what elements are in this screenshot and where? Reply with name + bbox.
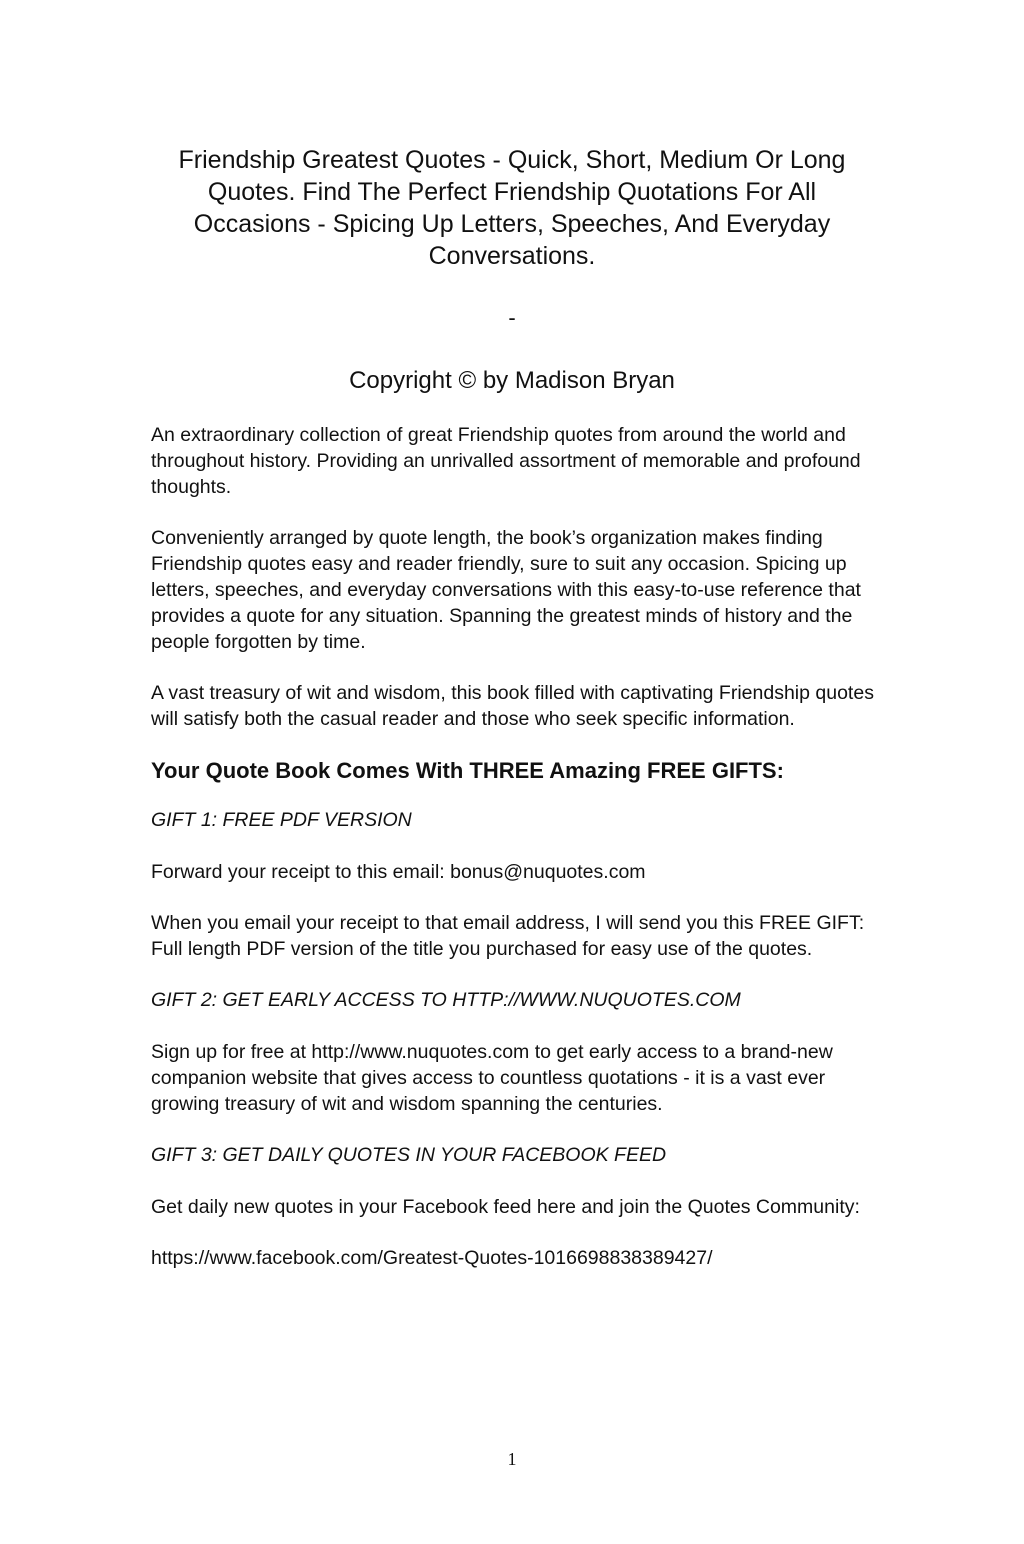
page-number: 1 [507,1449,517,1469]
main-content [151,422,881,1296]
gifts-heading: Your Quote Book Comes With THREE Amazing FREE GIFTS: [151,758,784,783]
book-title: Friendship Greatest Quotes - Quick, Short, Medium Or Long Quotes. Find The Perfect Friendship Quotations For All Occasions - Spicing Up Letters, Speeches, And Everyday Conversations. [178,146,846,270]
gift-3-description: Get daily new quotes in your Facebook feed here and join the Quotes Community: [151,1196,860,1218]
gift-1-email-line: Forward your receipt to this email: bonus@nuquotes.com [151,861,646,883]
intro-paragraph-2: Conveniently arranged by quote length, the book’s organization makes finding Friendship quotes easy and reader friendly, sure to suit any occasion. Spicing up letters, speeches, and everyday conversations with this easy-to-use reference that provides a quote for any situation. Spanning the greatest minds of history and the people forgotten by time. [151,527,861,653]
title-separator: - [508,305,516,330]
facebook-link[interactable]: https://www.facebook.com/Greatest-Quotes-1016698838389427/ [151,1247,713,1269]
intro-paragraph-3: A vast treasury of wit and wisdom, this book filled with captivating Friendship quotes will satisfy both the casual reader and those who seek specific information. [151,682,874,730]
gift-1-description: When you email your receipt to that email address, I will send you this FREE GIFT: Full length PDF version of the title you purchased for easy use of the quotes. [151,912,865,960]
intro-paragraph-1: An extraordinary collection of great Friendship quotes from around the world and throughout history. Providing an unrivalled assortment of memorable and profound thoughts. [151,424,861,498]
gift-2-description: Sign up for free at http://www.nuquotes.com to get early access to a brand-new companion website that gives access to countless quotations - it is a vast ever growing treasury of wit and wisdom spanning the centuries. [151,1041,833,1115]
gift-2-title: GIFT 2: GET EARLY ACCESS TO HTTP://WWW.NUQUOTES.COM [151,989,741,1011]
copyright-line: Copyright © by Madison Bryan [349,367,675,394]
gift-1-title: GIFT 1: FREE PDF VERSION [151,809,412,831]
gift-3-title: GIFT 3: GET DAILY QUOTES IN YOUR FACEBOOK FEED [151,1144,667,1166]
